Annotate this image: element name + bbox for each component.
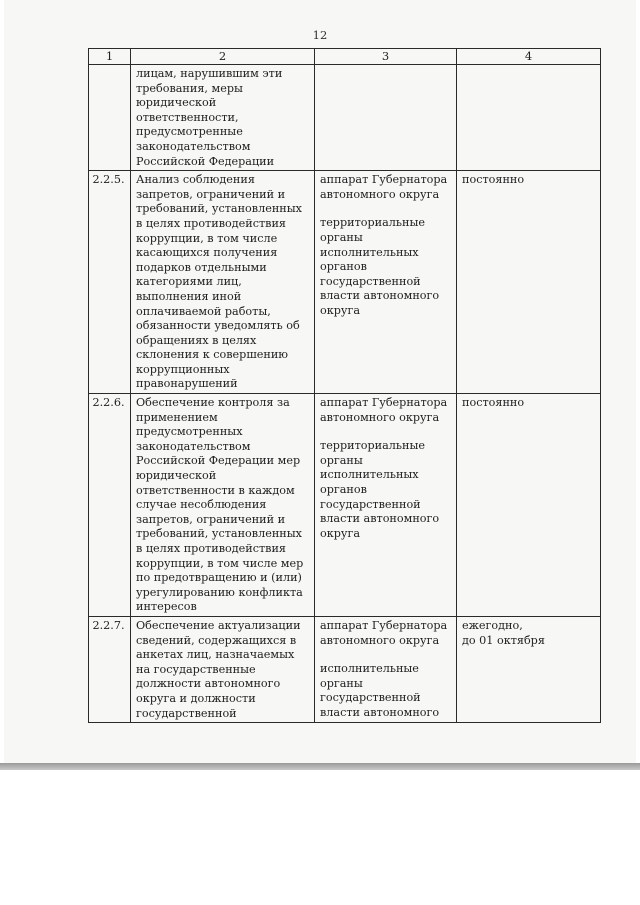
action-line: подарков отдельными [136,260,267,274]
header-col-1: 1 [89,49,131,65]
header-col-4: 4 [457,49,601,65]
action-cell [131,65,315,171]
action-line: Российской Федерации [136,154,275,168]
action-line: правонарушений [136,377,238,391]
executor-cell [315,616,457,722]
action-line: должности автономного [136,677,281,691]
action-line: коррупции, в том числе [136,231,278,245]
action-line: Обеспечение контроля за [136,396,290,410]
action-line: требований, установленных [136,202,302,216]
action-line: анкетах лиц, назначаемых [136,648,295,662]
executor-line: территориальные [320,439,425,453]
action-line: на государственные [136,662,256,676]
action-line: запретов, ограничений и [136,187,286,201]
action-line: касающихся получения [136,246,278,260]
executor-line: автономного округа [320,187,440,201]
table-row [89,394,601,617]
action-line: коррупционных [136,362,230,376]
executor-line: власти автономного [320,705,440,719]
action-line: законодательством [136,139,251,153]
row-number: 2.2.5. [89,171,131,394]
executor-line: исполнительных [320,245,419,259]
header-col-2: 2 [131,49,315,65]
executor-line: органы [320,676,363,690]
executor-cell [315,171,457,394]
executor-line: государственной [320,691,421,705]
executor-line: государственной [320,274,421,288]
scan-edge [0,763,640,770]
table-row [89,616,601,722]
row-number: 2.2.7. [89,616,131,722]
action-line: по предотвращению и (или) [136,571,302,585]
executor-line: органов [320,260,367,274]
action-line: запретов, ограничений и [136,512,286,526]
action-line: обязанности уведомлять об [136,319,300,333]
term-line: до 01 октября [462,633,545,647]
action-line: предусмотренных [136,425,243,439]
action-line: категориями лиц, [136,275,242,289]
executor-cell [315,65,457,171]
action-line: склонения к совершению [136,348,289,362]
action-line: урегулированию конфликта [136,585,303,599]
action-line: лицам, нарушившим эти [136,67,283,80]
action-line: округа и должности [136,691,256,705]
term-line: постоянно [462,173,525,187]
executor-gap [320,648,452,662]
executor-line: округа [320,526,361,540]
executor-line: органы [320,230,363,244]
term-cell [457,394,601,617]
executor-gap [320,202,452,216]
executor-line: автономного округа [320,633,440,647]
term-cell [457,65,601,171]
executor-line: аппарат Губернатора [320,618,448,632]
action-cell [131,171,315,394]
action-line: выполнения иной [136,289,242,303]
executor-line: аппарат Губернатора [320,396,448,410]
executor-line: органы [320,453,363,467]
row-number: 2.2.6. [89,394,131,617]
action-line: предусмотренные [136,125,243,139]
action-cell [131,616,315,722]
action-line: требований, установленных [136,527,302,541]
header-col-3: 3 [315,49,457,65]
action-line: в целях противодействия [136,542,286,555]
action-line: государственной [136,706,237,720]
action-line: интересов [136,600,197,614]
action-line: Анализ соблюдения [136,173,255,187]
executor-line: территориальные [320,216,425,230]
executor-cell [315,394,457,617]
executor-line: власти автономного [320,512,440,526]
action-line: оплачиваемой работы, [136,304,271,318]
measures-table [88,48,601,723]
term-line: постоянно [462,396,525,410]
action-line: Российской Федерации мер [136,454,301,468]
action-line: в целях противодействия [136,216,286,230]
executor-line: автономного округа [320,410,440,424]
action-line: юридической [136,469,217,483]
action-line: сведений, содержащихся в [136,633,297,647]
action-line: применением [136,410,218,424]
action-line: ответственности, [136,110,239,124]
table-row [89,65,601,171]
action-line: законодательством [136,439,251,453]
executor-line: округа [320,303,361,317]
executor-line: власти автономного [320,289,440,303]
action-cell [131,394,315,617]
action-line: юридической [136,96,217,110]
term-cell [457,616,601,722]
action-line: ответственности в каждом [136,483,295,497]
term-cell [457,171,601,394]
term-line: ежегодно, [462,618,523,632]
action-line: обращениях в целях [136,333,257,347]
action-line: случае несоблюдения [136,498,267,512]
executor-line: исполнительные [320,662,419,676]
action-line: коррупции, в том числе мер [136,556,304,570]
row-number [89,65,131,171]
action-line: требования, меры [136,81,243,95]
executor-line: исполнительных [320,468,419,482]
executor-line: аппарат Губернатора [320,173,448,187]
action-line: Обеспечение актуализации [136,618,301,632]
executor-line: органов [320,483,367,497]
page-number: 12 [312,28,328,42]
table-header-row [89,49,601,65]
executor-gap [320,425,452,439]
table-row [89,171,601,394]
executor-line: государственной [320,497,421,511]
